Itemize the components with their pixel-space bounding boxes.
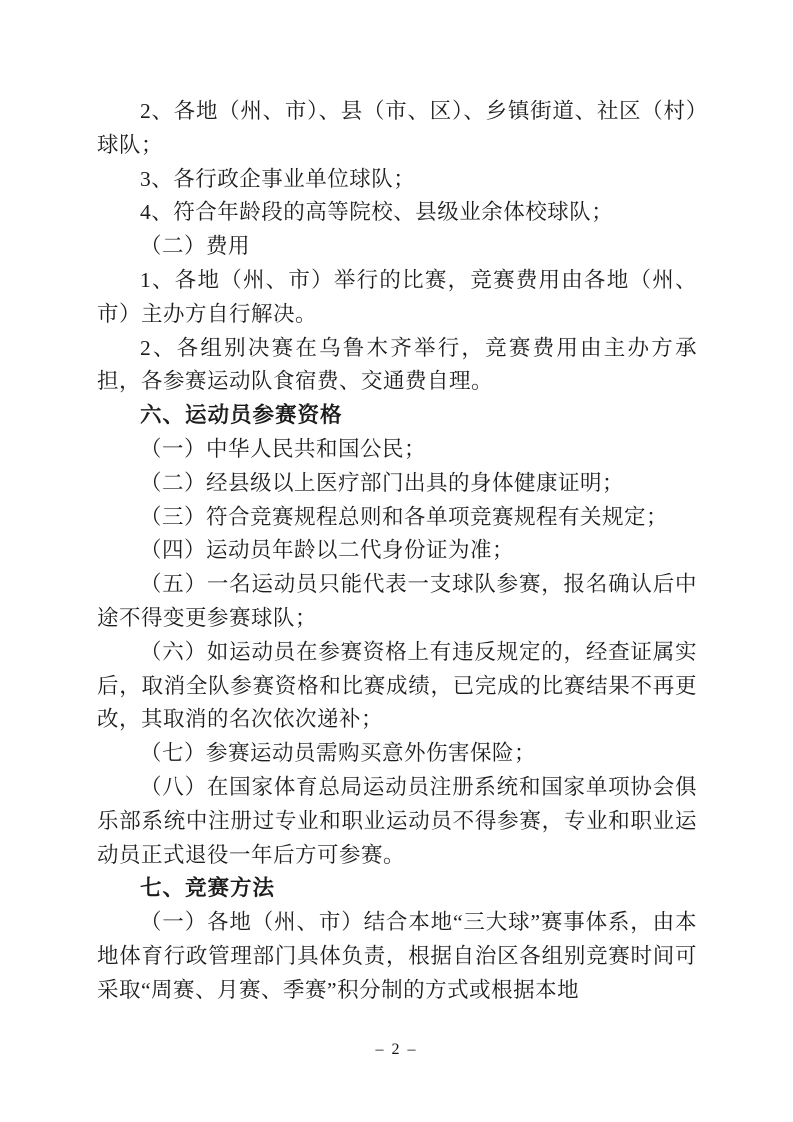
subheading-fees: （二）费用 xyxy=(140,234,251,259)
paragraph-eligibility-4: （四）运动员年龄以二代身份证为准； xyxy=(140,538,515,563)
paragraph-eligibility-8: （八）在国家体育总局运动员注册系统和国家单项协会俱乐部系统中注册过专业和职业运动员不得参赛，专业和职业运动员正式退役一年后方可参赛。 xyxy=(97,774,697,867)
section-heading-method: 七、竞赛方法 xyxy=(140,876,276,901)
paragraph-eligibility-6: （六）如运动员在参赛资格上有违反规定的，经查证属实后，取消全队参赛资格和比赛成绩，已完成的比赛结果不再更改，其取消的名次依次递补； xyxy=(97,639,697,732)
paragraph-eligibility-2: （二）经县级以上医疗部门出具的身体健康证明； xyxy=(140,470,625,495)
document-body xyxy=(97,95,697,1008)
paragraph-eligibility-1: （一）中华人民共和国公民； xyxy=(140,436,427,461)
paragraph-fees-finals: 2、各组别决赛在乌鲁木齐举行，竞赛费用由主办方承担，各参赛运动队食宿费、交通费自理。 xyxy=(97,335,697,394)
page-number: – 2 – xyxy=(375,1041,418,1058)
paragraph-teams-units: 3、各行政企事业单位球队； xyxy=(140,166,416,191)
section-heading-eligibility: 六、运动员参赛资格 xyxy=(140,403,343,428)
paragraph-teams-schools: 4、符合年龄段的高等院校、县级业余体校球队； xyxy=(140,200,614,225)
paragraph-method-1: （一）各地（州、市）结合本地“三大球”赛事体系，由本地体育行政管理部门具体负责，根据自治区各组别竞赛时间可采取“周赛、月赛、季赛”积分制的方式或根据本地 xyxy=(97,910,697,1002)
paragraph-eligibility-3: （三）符合竞赛规程总则和各单项竞赛规程有关规定； xyxy=(140,504,669,529)
paragraph-eligibility-7: （七）参赛运动员需购买意外伤害保险； xyxy=(140,741,537,766)
paragraph-fees-local: 1、各地（州、市）举行的比赛，竞赛费用由各地（州、市）主办方自行解决。 xyxy=(97,267,697,326)
paragraph-eligibility-5: （五）一名运动员只能代表一支球队参赛，报名确认后中途不得变更参赛球队； xyxy=(97,572,697,630)
paragraph-teams-local: 2、各地（州、市）、县（市、区）、乡镇街道、社区（村）球队； xyxy=(97,99,697,157)
